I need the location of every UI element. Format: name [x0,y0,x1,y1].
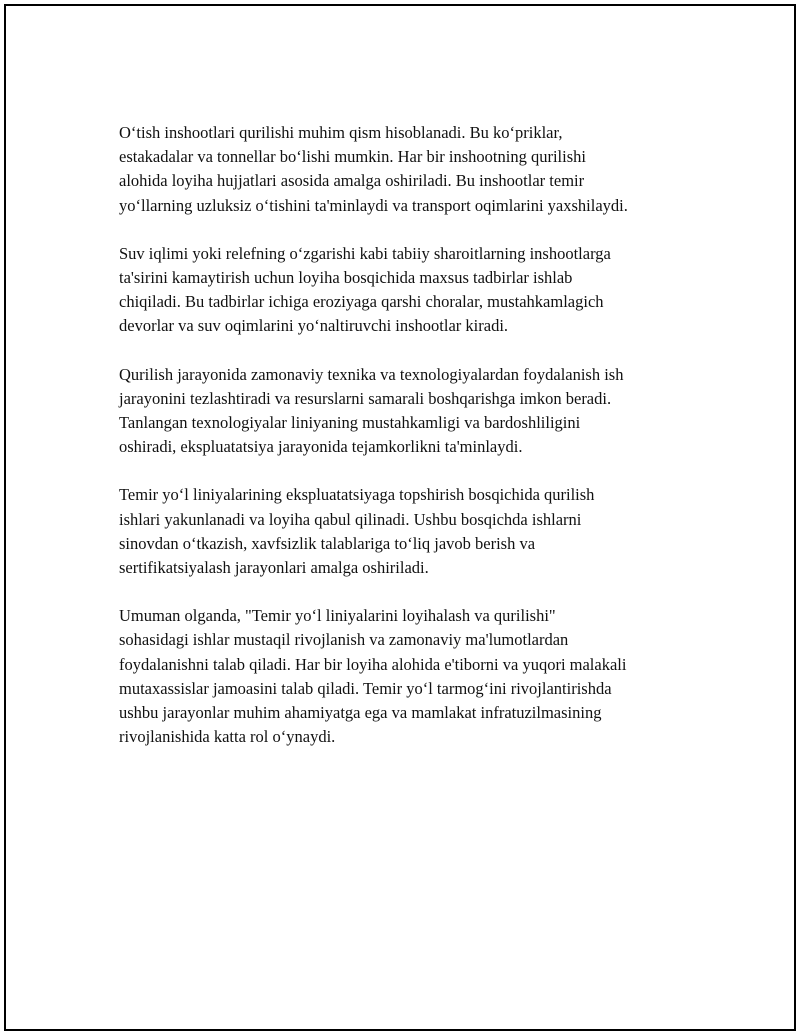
paragraph-5 [119,604,699,749]
paragraph-line: Tanlangan texnologiyalar liniyaning mustahkamligi va bardoshliligini [119,413,581,433]
paragraph-line: rivojlanishida katta rol o‘ynaydi. [119,727,336,747]
paragraph-line: sertifikatsiyalash jarayonlari amalga oshiriladi. [119,558,429,578]
paragraph-line: sinovdan o‘tkazish, xavfsizlik talablariga to‘liq javob berish va [119,533,536,553]
paragraph-line: Umuman olganda, "Temir yo‘l liniyalarini loyihalash va qurilishi" [119,606,556,626]
paragraph-line: sohasidagi ishlar mustaqil rivojlanish va zamonaviy ma'lumotlardan [119,630,569,650]
paragraph-line: Temir yo‘l liniyalarining ekspluatatsiyaga topshirish bosqichida qurilish [119,485,595,505]
paragraph-line: oshiradi, ekspluatatsiya jarayonida tejamkorlikni ta'minlaydi. [119,437,523,457]
paragraph-line: O‘tish inshootlari qurilishi muhim qism hisoblanadi. Bu ko‘priklar, [119,123,563,142]
paragraph-line: ushbu jarayonlar muhim ahamiyatga ega va mamlakat infratuzilmasining [119,703,602,723]
document-page [4,4,796,1031]
paragraph-line: foydalanishni talab qiladi. Har bir loyiha alohida e'tiborni va yuqori malakali [119,654,627,674]
paragraph-line: chiqiladi. Bu tadbirlar ichiga eroziyaga qarshi choralar, mustahkamlagich [119,292,604,312]
paragraph-line: Qurilish jarayonida zamonaviy texnika va texnologiyalardan foydalanish ish [119,364,624,384]
paragraph-line: mutaxassislar jamoasini talab qiladi. Temir yo‘l tarmog‘ini rivojlantirishda [119,678,612,698]
paragraph-line: Suv iqlimi yoki relefning o‘zgarishi kabi tabiiy sharoitlarning inshootlarga [119,243,611,263]
paragraph-line: ishlari yakunlanadi va loyiha qabul qilinadi. Ushbu bosqichda ishlarni [119,509,582,529]
paragraph-2 [119,242,699,339]
paragraph-line: jarayonini tezlashtiradi va resurslarni samarali boshqarishga imkon beradi. [119,388,612,408]
paragraph-1 [119,121,699,218]
paragraph-line: estakadalar va tonnellar bo‘lishi mumkin. Har bir inshootning qurilishi [119,147,586,167]
document-body [119,121,699,773]
paragraph-line: yo‘llarning uzluksiz o‘tishini ta'minlaydi va transport oqimlarini yaxshilaydi. [119,195,628,215]
paragraph-line: ta'sirini kamaytirish uchun loyiha bosqichida maxsus tadbirlar ishlab [119,268,573,288]
paragraph-line: alohida loyiha hujjatlari asosida amalga oshiriladi. Bu inshootlar temir [119,171,585,191]
paragraph-line: devorlar va suv oqimlarini yo‘naltiruvchi inshootlar kiradi. [119,316,509,336]
paragraph-4 [119,483,699,580]
paragraph-3 [119,363,699,460]
